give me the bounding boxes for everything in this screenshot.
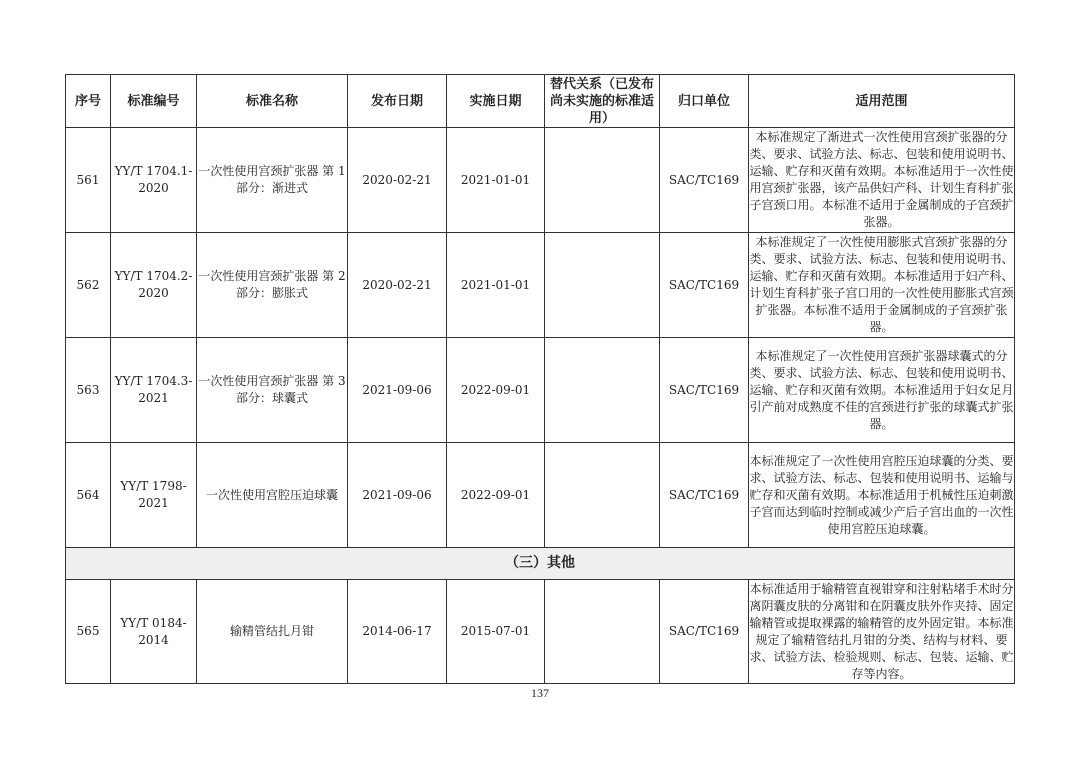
cell-code: YY/T 1704.2-2020 <box>111 233 197 338</box>
section-row <box>66 548 1015 580</box>
cell-dept: SAC/TC169 <box>660 338 749 443</box>
cell-replace <box>545 443 660 548</box>
cell-dept: SAC/TC169 <box>660 443 749 548</box>
cell-replace <box>545 338 660 443</box>
header-name: 标准名称 <box>197 75 348 128</box>
cell-seq: 564 <box>66 443 111 548</box>
header-code: 标准编号 <box>111 75 197 128</box>
cell-scope: 本标准规定了一次性使用宫颈扩张器球囊式的分类、要求、试验方法、标志、包装和使用说明书、运输、贮存和灭菌有效期。本标准适用于妇女足月引产前对成熟度不佳的宫颈进行扩张的球囊式扩张器。 <box>749 338 1015 443</box>
cell-implement: 2015-07-01 <box>447 580 545 684</box>
cell-scope: 本标准规定了渐进式一次性使用宫颈扩张器的分类、要求、试验方法、标志、包装和使用说明书、运输、贮存和灭菌有效期。本标准适用于一次性使用宫颈扩张器，该产品供妇产科、计划生育科扩张子宫颈口用。本标准不适用于金属制成的子宫颈扩张器。 <box>749 128 1015 233</box>
cell-seq: 562 <box>66 233 111 338</box>
cell-replace <box>545 233 660 338</box>
page-number: 137 <box>531 686 549 700</box>
cell-dept: SAC/TC169 <box>660 580 749 684</box>
cell-seq: 563 <box>66 338 111 443</box>
table-row <box>66 443 1015 548</box>
cell-name: 一次性使用宫颈扩张器 第 2 部分：膨胀式 <box>197 233 348 338</box>
header-scope: 适用范围 <box>749 75 1015 128</box>
cell-scope: 本标准规定了一次性使用膨胀式宫颈扩张器的分类、要求、试验方法、标志、包装和使用说明书、运输、贮存和灭菌有效期。本标准适用于妇产科、计划生育科扩张子宫口用的一次性使用膨胀式宫颈扩张器。本标准不适用于金属制成的子宫颈扩张器。 <box>749 233 1015 338</box>
header-publish: 发布日期 <box>348 75 447 128</box>
cell-publish: 2021-09-06 <box>348 338 447 443</box>
cell-replace <box>545 128 660 233</box>
table-row <box>66 128 1015 233</box>
cell-code: YY/T 1798-2021 <box>111 443 197 548</box>
cell-seq: 565 <box>66 580 111 684</box>
cell-code: YY/T 1704.3-2021 <box>111 338 197 443</box>
cell-code: YY/T 1704.1-2020 <box>111 128 197 233</box>
cell-dept: SAC/TC169 <box>660 233 749 338</box>
section-title: （三）其他 <box>66 548 1015 580</box>
cell-implement: 2021-01-01 <box>447 128 545 233</box>
header-implement: 实施日期 <box>447 75 545 128</box>
cell-name: 一次性使用宫颈扩张器 第 3 部分：球囊式 <box>197 338 348 443</box>
cell-implement: 2021-01-01 <box>447 233 545 338</box>
cell-replace <box>545 580 660 684</box>
cell-publish: 2020-02-21 <box>348 233 447 338</box>
header-replace: 替代关系（已发布尚未实施的标准适用） <box>545 75 660 128</box>
cell-publish: 2020-02-21 <box>348 128 447 233</box>
cell-name: 输精管结扎月钳 <box>197 580 348 684</box>
standards-table <box>65 74 1015 684</box>
header-dept: 归口单位 <box>660 75 749 128</box>
cell-publish: 2014-06-17 <box>348 580 447 684</box>
table-row <box>66 233 1015 338</box>
cell-code: YY/T 0184-2014 <box>111 580 197 684</box>
cell-dept: SAC/TC169 <box>660 128 749 233</box>
table-row <box>66 338 1015 443</box>
cell-publish: 2021-09-06 <box>348 443 447 548</box>
cell-implement: 2022-09-01 <box>447 338 545 443</box>
table-row <box>66 580 1015 684</box>
cell-scope: 本标准规定了一次性使用宫腔压迫球囊的分类、要求、试验方法、标志、包装和使用说明书、运输与贮存和灭菌有效期。本标准适用于机械性压迫刺激子宫而达到临时控制或减少产后子宫出血的一次性使用宫腔压迫球囊。 <box>749 443 1015 548</box>
cell-name: 一次性使用宫腔压迫球囊 <box>197 443 348 548</box>
cell-name: 一次性使用宫颈扩张器 第 1 部分：渐进式 <box>197 128 348 233</box>
cell-scope: 本标准适用于输精管直视钳穿和注射粘堵手术时分离阴囊皮肤的分离钳和在阴囊皮肤外作夹持、固定输精管或提取裸露的输精管的皮外固定钳。本标准规定了输精管结扎月钳的分类、结构与材料、要求、试验方法、检验规则、标志、包装、运输、贮存等内容。 <box>749 580 1015 684</box>
header-seq: 序号 <box>66 75 111 128</box>
header-row <box>66 75 1015 128</box>
cell-seq: 561 <box>66 128 111 233</box>
cell-implement: 2022-09-01 <box>447 443 545 548</box>
